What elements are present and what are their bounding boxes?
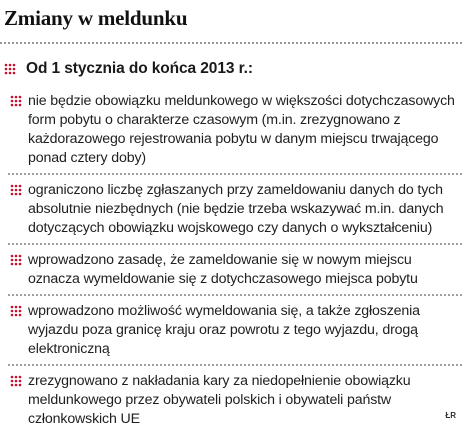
red-dot-grid-icon: [4, 63, 16, 75]
red-dot-grid-icon: [10, 184, 22, 196]
changes-list: [8, 92, 462, 442]
subtitle: Od 1 stycznia do końca 2013 r.:: [26, 60, 253, 77]
author-credit: ŁR: [445, 411, 456, 420]
list-item: [8, 251, 462, 296]
red-dot-grid-icon: [10, 254, 22, 266]
red-dot-grid-icon: [10, 375, 22, 387]
list-item-text: zrezygnowano z nakładania kary za niedopełnienie obowiązku meldunkowego przez obywateli polskich i obywateli państw członkowskich UE: [28, 373, 411, 427]
list-item-text: nie będzie obowiązku meldunkowego w większości dotychczasowych form pobytu o charakterze czasowym (m.in. zrezygnowano z każdorazowego rejestrowania pobytu w danym miejscu trwającego ponad cztery doby): [28, 93, 455, 166]
list-item: [8, 372, 462, 436]
list-item-text: wprowadzono zasadę, że zameldowanie się w nowym miejscu oznacza wymeldowanie się z dotychczasowego miejsca pobytu: [28, 252, 418, 287]
list-item: [8, 302, 462, 366]
list-item: [8, 181, 462, 245]
red-dot-grid-icon: [10, 95, 22, 107]
list-item-text: wprowadzono możliwość wymeldowania się, a także zgłoszenia wyjazdu poza granicę kraju oraz powrotu z tego wyjazdu, drogą elektroniczną: [28, 303, 420, 357]
list-item: [8, 92, 462, 175]
red-dot-grid-icon: [10, 305, 22, 317]
subtitle-row: [4, 60, 253, 78]
list-item-text: ograniczono liczbę zgłaszanych przy zameldowaniu danych do tych absolutnie niezbędnych (nie będzie trzeba wskazywać m.in. danych dotyczących obowiązku wojskowego czy danych o wykształceniu): [28, 182, 444, 236]
page-title: Zmiany w meldunku: [4, 6, 188, 30]
title-divider: [0, 42, 462, 44]
